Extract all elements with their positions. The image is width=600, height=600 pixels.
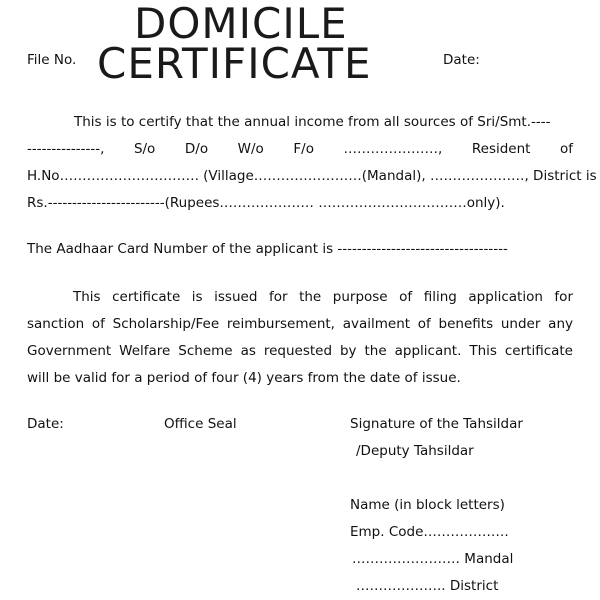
income-line-2-word: F/o xyxy=(293,141,314,157)
income-line-2-word: W/o xyxy=(237,141,264,157)
income-line-3-word: District xyxy=(533,168,582,184)
income-line-2-word: Resident xyxy=(471,141,531,157)
file-no-label: File No. xyxy=(27,52,77,68)
title-line-1: DOMICILE xyxy=(134,0,348,48)
income-line-2-word: D/o xyxy=(184,141,209,157)
aadhaar-line: The Aadhaar Card Number of the applicant is ----------------------------------- xyxy=(27,241,508,257)
income-line-3-word: is xyxy=(585,168,597,184)
name-block-letters-label: Name (in block letters) xyxy=(350,497,505,513)
income-line-3 xyxy=(27,168,597,184)
mandal-label: …………………… Mandal xyxy=(352,551,514,567)
date-header-label: Date: xyxy=(443,52,480,68)
signature-label: Signature of the Tahsildar xyxy=(350,416,523,432)
purpose-line-4: will be valid for a period of four (4) years from the date of issue. xyxy=(27,370,461,386)
income-line-4: Rs.------------------------(Rupees………………… ……………………………only). xyxy=(27,195,505,211)
income-line-2-word: …………………, xyxy=(343,141,443,157)
footer-date-label: Date: xyxy=(27,416,64,432)
income-line-3-word: …………………, xyxy=(429,168,529,184)
income-line-2 xyxy=(27,141,573,157)
title-line-2: CERTIFICATE xyxy=(97,39,372,88)
income-line-3-word: H.No…………………………. xyxy=(27,168,199,184)
office-seal-label: Office Seal xyxy=(164,416,237,432)
purpose-line-1: This certificate is issued for the purpose of filing application for xyxy=(73,289,573,305)
purpose-line-2: sanction of Scholarship/Fee reimbursement, availment of benefits under any xyxy=(27,316,573,332)
income-line-1: This is to certify that the annual income from all sources of Sri/Smt.---- xyxy=(74,114,551,130)
income-line-2-word: S/o xyxy=(133,141,156,157)
district-label: ……………….. District xyxy=(356,578,499,594)
emp-code-label: Emp. Code………………. xyxy=(350,524,509,540)
purpose-line-3: Government Welfare Scheme as requested by the applicant. This certificate xyxy=(27,343,573,359)
deputy-label: /Deputy Tahsildar xyxy=(356,443,474,459)
income-line-3-word: (Village……………………(Mandal), xyxy=(203,168,426,184)
income-line-2-word: ---------------, xyxy=(27,141,105,157)
income-line-2-word: of xyxy=(560,141,574,157)
